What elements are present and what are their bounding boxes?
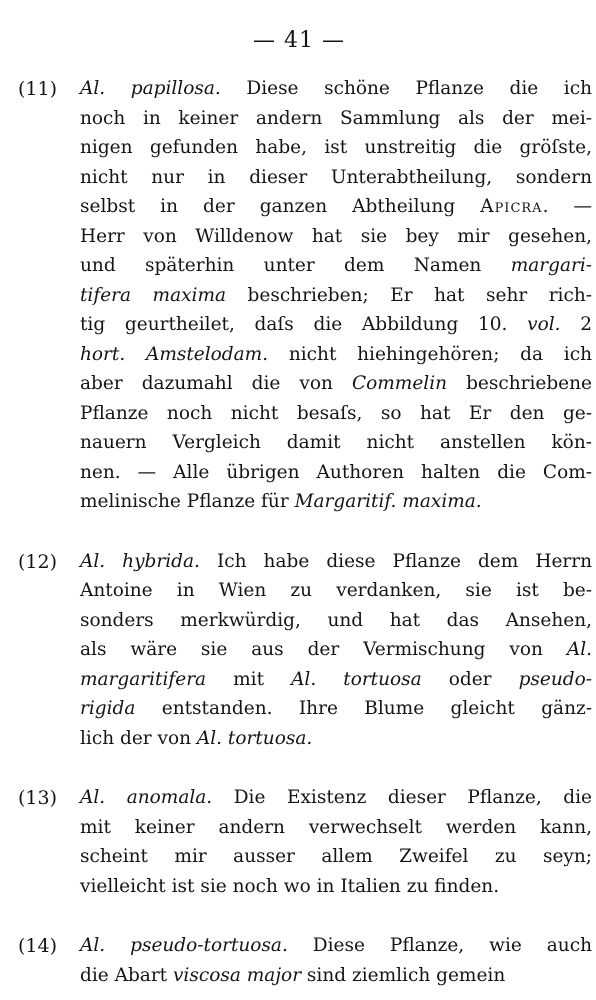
text-segment: beschriebene bbox=[447, 373, 592, 394]
text-segment: vielleicht ist sie noch wo in Italien zu finden. bbox=[80, 875, 500, 897]
text-line bbox=[80, 133, 592, 163]
text-line bbox=[80, 606, 592, 636]
text-line bbox=[80, 487, 592, 517]
text-line bbox=[80, 931, 592, 961]
text-line bbox=[80, 694, 592, 724]
text-segment: aber dazumahl die von bbox=[80, 373, 352, 394]
text-segment: Ich habe diese Pflanze dem Herrn bbox=[199, 550, 593, 572]
small-caps-term: Apicra bbox=[480, 196, 543, 217]
italic-term: tifera maxima bbox=[80, 284, 227, 306]
italic-term: Commelin bbox=[351, 373, 448, 394]
italic-term: vol. bbox=[527, 314, 561, 335]
entries-list bbox=[18, 74, 593, 990]
text-line bbox=[80, 192, 592, 222]
text-line bbox=[80, 665, 592, 695]
entry-text bbox=[80, 547, 592, 754]
entry bbox=[18, 547, 593, 754]
italic-term: Al. tortuosa. bbox=[196, 727, 313, 749]
text-line bbox=[80, 428, 592, 458]
text-segment: nen. — Alle übrigen Authoren halten die Com- bbox=[80, 461, 592, 483]
text-segment: sonders merkwürdig, und hat das Ansehen, bbox=[80, 609, 592, 631]
text-segment: Diese Pflanze, wie auch bbox=[287, 935, 592, 956]
italic-term: margaritifera bbox=[80, 668, 207, 690]
entry-text bbox=[80, 783, 592, 901]
text-segment: die Abart bbox=[80, 964, 173, 986]
entry-number: (12) bbox=[18, 550, 58, 573]
text-segment: scheint mir ausser allem Zweifel zu seyn; bbox=[80, 846, 592, 867]
entry bbox=[18, 931, 592, 990]
text-segment: Antoine in Wien zu verdanken, sie ist be- bbox=[80, 580, 592, 601]
text-segment: mit bbox=[206, 668, 292, 690]
text-line bbox=[80, 399, 592, 429]
text-segment: beschrieben; Er hat sehr rich- bbox=[226, 284, 592, 306]
text-segment: selbst in der ganzen Abtheilung bbox=[80, 196, 481, 217]
text-segment: Die Existenz dieser Pflanze, die bbox=[212, 787, 592, 808]
italic-term: Al. papillosa. bbox=[80, 78, 221, 99]
entry bbox=[18, 74, 592, 517]
text-segment: Diese schöne Pflanze die ich bbox=[220, 78, 592, 99]
entry-number: (13) bbox=[18, 787, 58, 809]
text-segment: oder bbox=[421, 668, 519, 690]
text-line bbox=[80, 251, 592, 281]
text-line bbox=[80, 783, 592, 813]
italic-term: margari- bbox=[510, 255, 592, 276]
text-line bbox=[80, 369, 592, 399]
text-line bbox=[80, 547, 592, 577]
text-line bbox=[80, 340, 592, 370]
text-line bbox=[80, 961, 592, 991]
text-segment: Herr von Willdenow hat sie bey mir gesehen, bbox=[80, 225, 592, 247]
text-segment: nauern Vergleich damit nicht anstellen kön- bbox=[80, 432, 592, 453]
text-line bbox=[80, 74, 592, 104]
italic-term: Al. anomala. bbox=[80, 787, 213, 808]
text-segment: Pflanze noch nicht besaſs, so hat Er den ge- bbox=[80, 402, 592, 424]
text-line bbox=[80, 813, 592, 843]
text-segment: entstanden. Ihre Blume gleicht gänz- bbox=[135, 698, 592, 719]
page-number: — 41 — bbox=[253, 28, 345, 53]
text-line bbox=[80, 222, 592, 252]
entry bbox=[18, 783, 592, 901]
italic-term: hort. Amstelodam. bbox=[80, 343, 269, 365]
text-line bbox=[80, 872, 592, 902]
text-line bbox=[80, 635, 592, 665]
italic-term: Al. bbox=[566, 639, 592, 660]
text-line bbox=[80, 458, 592, 488]
text-line bbox=[80, 842, 592, 872]
text-segment: nigen gefunden habe, ist unstreitig die gröſste, bbox=[80, 137, 592, 158]
text-line bbox=[80, 281, 592, 311]
entry-number: (11) bbox=[18, 78, 58, 100]
text-segment: sind ziemlich gemein bbox=[301, 964, 506, 986]
text-segment: melinische Pflanze für bbox=[80, 491, 295, 512]
entry-text bbox=[80, 931, 592, 990]
text-segment: nicht nur in dieser Unterabtheilung, sondern bbox=[80, 166, 592, 188]
italic-term: Al. hybrida. bbox=[80, 550, 200, 572]
text-line bbox=[80, 104, 592, 134]
entry-text bbox=[80, 74, 592, 517]
text-segment: . — bbox=[542, 196, 592, 217]
text-line bbox=[80, 163, 592, 193]
text-segment: und späterhin unter dem Namen bbox=[80, 255, 511, 276]
text-segment: 2 bbox=[560, 314, 592, 335]
text-line bbox=[80, 310, 592, 340]
text-segment: lich der von bbox=[80, 727, 197, 749]
text-segment: mit keiner andern verwechselt werden kann, bbox=[80, 816, 592, 838]
text-line bbox=[80, 576, 592, 606]
italic-term: pseudo- bbox=[518, 668, 592, 690]
text-segment: nicht hiehingehören; da ich bbox=[268, 343, 592, 365]
entry-number: (14) bbox=[18, 935, 58, 957]
italic-term: Al. tortuosa bbox=[291, 668, 422, 690]
italic-term: Margaritif. maxima. bbox=[294, 491, 482, 512]
italic-term: rigida bbox=[80, 698, 136, 719]
italic-term: viscosa major bbox=[172, 964, 302, 986]
text-segment: noch in keiner andern Sammlung als der mei- bbox=[80, 107, 592, 129]
text-segment: tig geurtheilet, daſs die Abbildung 10. bbox=[80, 314, 528, 335]
italic-term: Al. pseudo-tortuosa. bbox=[80, 935, 288, 956]
text-segment: als wäre sie aus der Vermischung von bbox=[80, 639, 567, 660]
text-line bbox=[80, 724, 592, 754]
